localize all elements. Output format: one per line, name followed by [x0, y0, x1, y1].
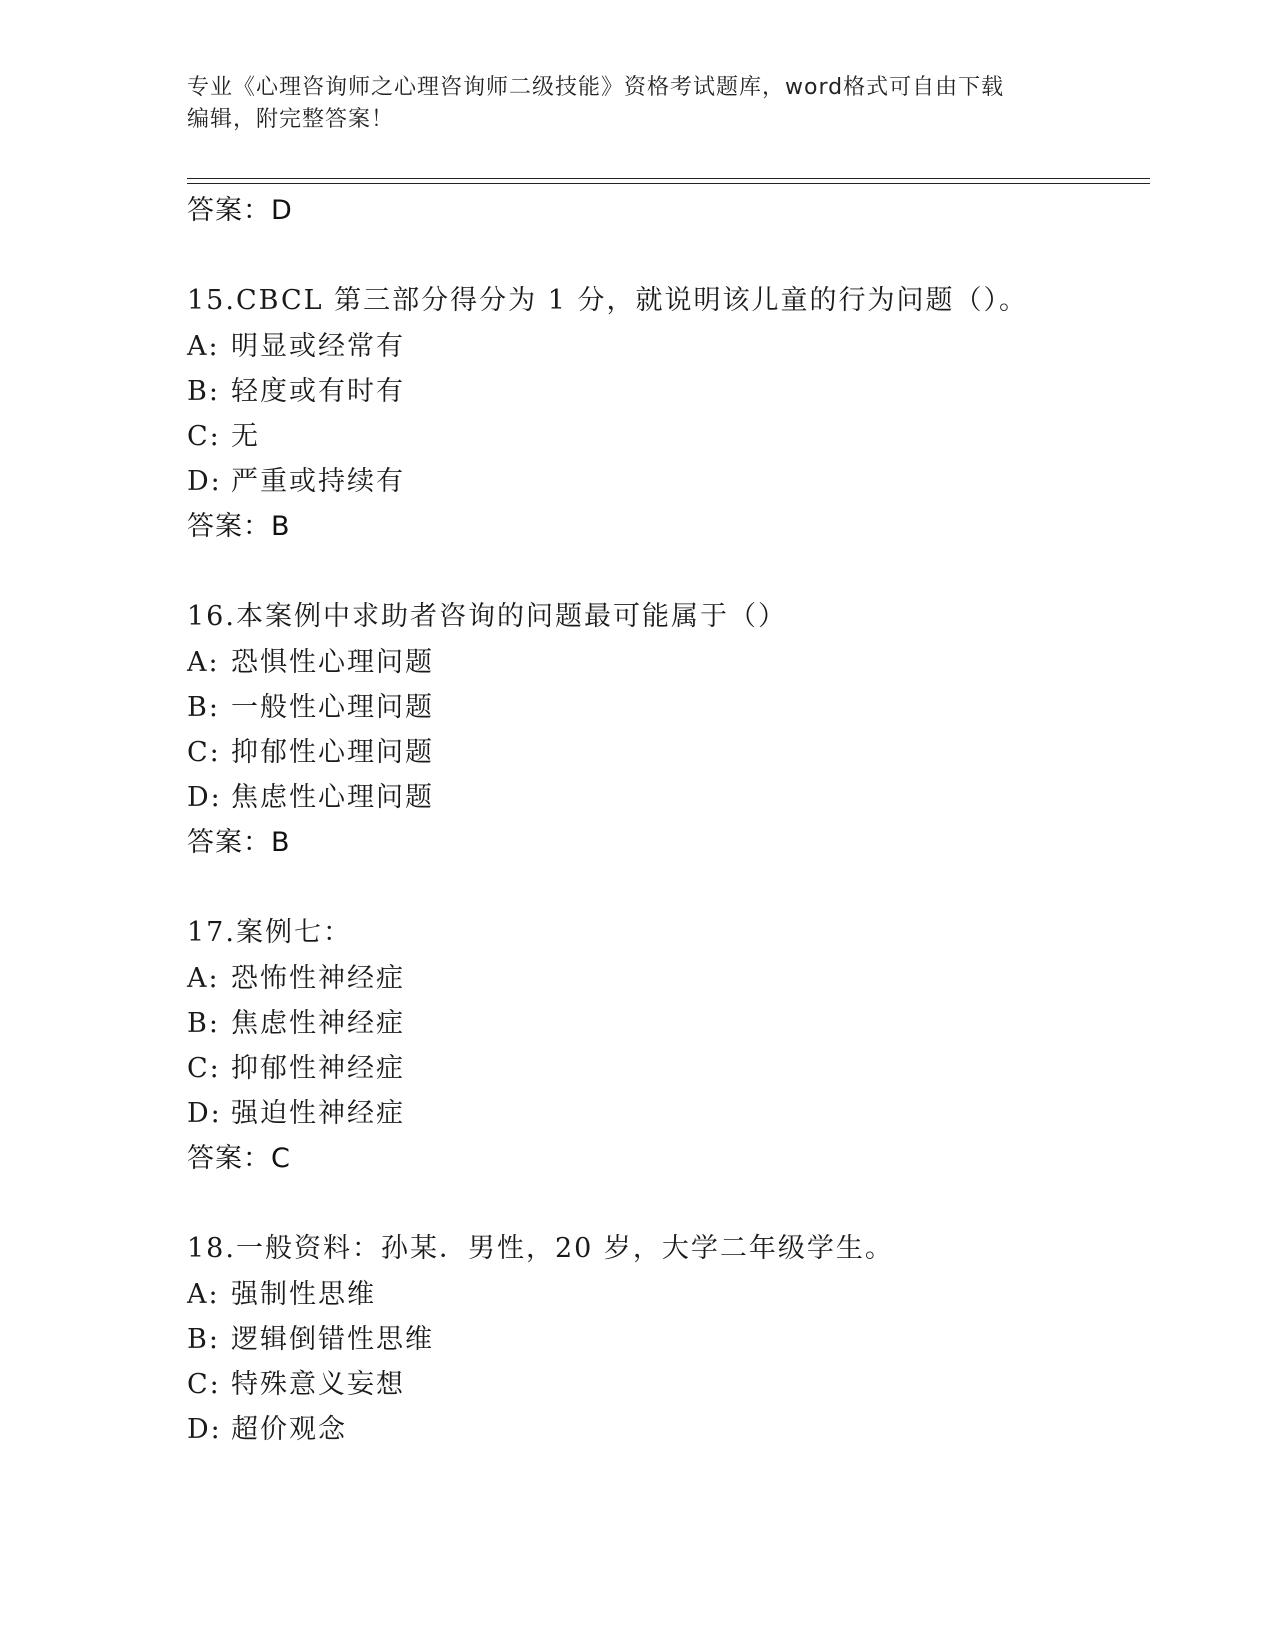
- option-label: C:: [187, 1053, 221, 1084]
- option-label: D:: [187, 1098, 222, 1129]
- question-list: [187, 188, 1147, 1452]
- answer-value: B: [271, 827, 291, 858]
- option-text: 焦虑性心理问题: [231, 782, 434, 813]
- header-line-2: 编辑，附完整答案！: [187, 107, 395, 132]
- spacer: [187, 234, 1147, 278]
- option-text: 逻辑倒错性思维: [231, 1324, 434, 1355]
- option-label: D:: [187, 466, 222, 497]
- option-b: [187, 685, 1147, 730]
- option-label: A:: [187, 1279, 220, 1310]
- option-text: 一般性心理问题: [231, 692, 434, 723]
- question-stem: 15.CBCL 第三部分得分为 1 分，就说明该儿童的行为问题（）。: [187, 285, 1028, 316]
- spacer: [187, 866, 1147, 910]
- question-stem: 17.案例七：: [187, 917, 352, 948]
- option-text: 轻度或有时有: [231, 376, 405, 407]
- header-divider-bottom: [187, 183, 1150, 184]
- question-block-16: [187, 594, 1147, 866]
- header-line-1: 专业《心理咨询师之心理咨询师二级技能》资格考试题库，word格式可自由下载: [187, 75, 1005, 100]
- option-label: A:: [187, 331, 220, 362]
- option-text: 无: [231, 421, 260, 452]
- option-a: [187, 640, 1147, 685]
- question-stem: 16.本案例中求助者咨询的问题最可能属于（）: [187, 601, 787, 632]
- option-b: [187, 369, 1147, 414]
- spacer: [187, 1182, 1147, 1226]
- option-label: D:: [187, 1414, 222, 1445]
- option-c: [187, 730, 1147, 775]
- option-text: 严重或持续有: [231, 466, 405, 497]
- option-d: [187, 1091, 1147, 1136]
- spacer: [187, 550, 1147, 594]
- header-divider-top: [187, 178, 1150, 179]
- option-label: B:: [187, 1324, 220, 1355]
- question-answer: [187, 820, 1147, 866]
- answer-value: C: [271, 1143, 291, 1174]
- answer-value: B: [271, 511, 291, 542]
- option-text: 强迫性神经症: [231, 1098, 405, 1129]
- question-answer: [187, 504, 1147, 550]
- answer-label: 答案：: [187, 1143, 271, 1174]
- option-label: A:: [187, 647, 220, 678]
- option-c: [187, 1046, 1147, 1091]
- option-label: B:: [187, 692, 220, 723]
- option-label: C:: [187, 421, 221, 452]
- option-label: B:: [187, 376, 220, 407]
- option-text: 抑郁性神经症: [231, 1053, 405, 1084]
- option-c: [187, 1362, 1147, 1407]
- previous-answer: [187, 188, 1147, 234]
- option-text: 抑郁性心理问题: [231, 737, 434, 768]
- option-text: 特殊意义妄想: [231, 1369, 405, 1400]
- option-a: [187, 324, 1147, 369]
- option-label: A:: [187, 963, 220, 994]
- question-answer: [187, 1136, 1147, 1182]
- option-d: [187, 459, 1147, 504]
- answer-label: 答案：: [187, 827, 271, 858]
- option-text: 明显或经常有: [231, 331, 405, 362]
- option-label: D:: [187, 782, 222, 813]
- option-text: 恐怖性神经症: [231, 963, 405, 994]
- option-d: [187, 775, 1147, 820]
- option-b: [187, 1001, 1147, 1046]
- question-stem: 18.一般资料：孙某．男性，20 岁，大学二年级学生。: [187, 1233, 894, 1264]
- option-d: [187, 1407, 1147, 1452]
- document-header: [187, 72, 1067, 136]
- option-text: 超价观念: [231, 1414, 347, 1445]
- option-label: C:: [187, 1369, 221, 1400]
- option-text: 恐惧性心理问题: [231, 647, 434, 678]
- question-block-17: [187, 910, 1147, 1182]
- option-c: [187, 414, 1147, 459]
- answer-label: 答案：: [187, 511, 271, 542]
- option-label: C:: [187, 737, 221, 768]
- question-block-18: [187, 1226, 1147, 1452]
- question-block-15: [187, 278, 1147, 550]
- option-text: 焦虑性神经症: [231, 1008, 405, 1039]
- option-text: 强制性思维: [231, 1279, 376, 1310]
- option-a: [187, 956, 1147, 1001]
- option-a: [187, 1272, 1147, 1317]
- option-b: [187, 1317, 1147, 1362]
- answer-label: 答案：: [187, 195, 271, 226]
- answer-value: D: [271, 195, 293, 226]
- option-label: B:: [187, 1008, 220, 1039]
